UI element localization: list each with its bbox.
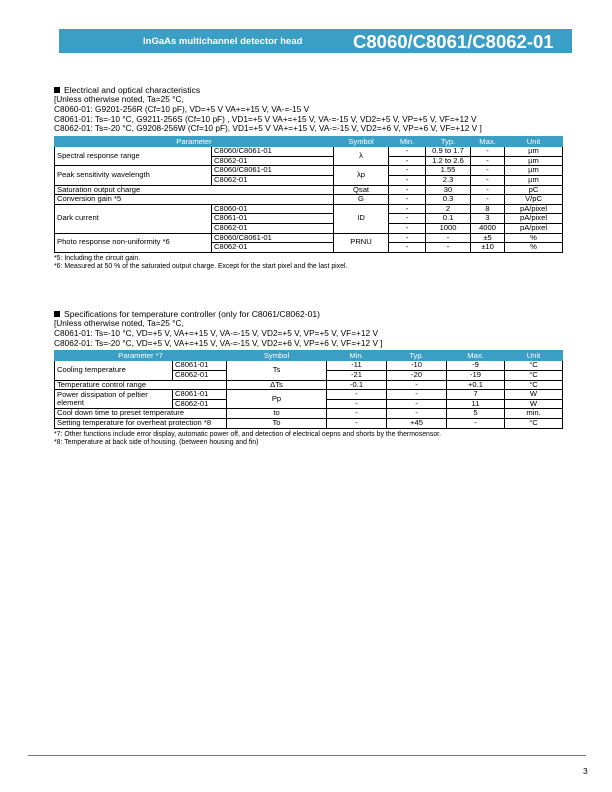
- min-cell: -: [389, 185, 426, 195]
- param-cell: Setting temperature for overheat protection *8: [55, 418, 227, 428]
- param-cell: Dark current: [55, 204, 212, 233]
- table-row: [55, 185, 563, 195]
- model-cell: C8062-01: [212, 223, 334, 233]
- header-cell: Parameter *7: [55, 351, 227, 361]
- electrical-notes: [54, 255, 562, 272]
- model-cell: C8062-01: [212, 243, 334, 253]
- typ-cell: -: [387, 380, 447, 390]
- model-cell: C8060/C8061-01: [212, 166, 334, 176]
- model-cell: C8060-01: [212, 204, 334, 214]
- min-cell: -: [389, 166, 426, 176]
- min-cell: -: [327, 418, 387, 428]
- typ-cell: -: [387, 409, 447, 419]
- max-cell: -: [471, 147, 505, 157]
- symbol-cell: PRNU: [334, 233, 389, 252]
- footnote: *7: Other functions include error display, automatic power off, and detection of electrical oepns and shorts by the thermosensor.: [54, 430, 441, 438]
- typ-cell: 0.9 to 1.7: [426, 147, 471, 157]
- typ-cell: 1.55: [426, 166, 471, 176]
- max-cell: +0.1: [447, 380, 505, 390]
- bullet-square-icon: [54, 87, 60, 93]
- model-cell: C8061-01: [173, 361, 227, 371]
- model-cell: C8062-01: [212, 156, 334, 166]
- model-cell: C8060/C8061-01: [212, 147, 334, 157]
- param-cell: Photo response non-uniformity *6: [55, 233, 212, 252]
- unit-cell: µm: [505, 166, 563, 176]
- temperature-table: [54, 350, 563, 428]
- header-cell: Max.: [471, 137, 505, 147]
- unit-cell: %: [505, 233, 563, 243]
- table-row: [55, 409, 563, 419]
- electrical-condition: [Unless otherwise noted, Ta=25 °C,: [54, 94, 184, 104]
- temperature-condition: [Unless otherwise noted, Ta=25 °C,: [54, 318, 184, 328]
- typ-cell: -: [426, 233, 471, 243]
- max-cell: 3: [471, 214, 505, 224]
- min-cell: -: [327, 409, 387, 419]
- header-cell: Max.: [447, 351, 505, 361]
- unit-cell: pA/pixel: [505, 204, 563, 214]
- table-row: [55, 380, 563, 390]
- table-row: [55, 147, 563, 157]
- footnote: *8: Temperature at back side of housing. (between housing and fin): [54, 439, 259, 447]
- typ-cell: 1.2 to 2.6: [426, 156, 471, 166]
- electrical-title: Electrical and optical characteristics: [54, 85, 562, 95]
- max-cell: -9: [447, 361, 505, 371]
- typ-cell: 30: [426, 185, 471, 195]
- temperature-notes: [54, 431, 562, 448]
- header-cell: Min.: [389, 137, 426, 147]
- electrical-condition: C8062-01: Ts=-20 °C, G9208-256W (Cf=10 pF), VD1=+5 V VA+=+15 V, VA-=-15 V, VD2=+6 V, VP=+6 V, VF=+12 V ]: [54, 123, 482, 134]
- symbol-cell: ΔTs: [227, 380, 327, 390]
- typ-cell: -: [426, 243, 471, 253]
- header-band: [59, 29, 572, 53]
- table-row: [55, 166, 563, 176]
- unit-cell: °C: [505, 361, 563, 371]
- max-cell: -: [471, 195, 505, 205]
- header-cell: Symbol: [227, 351, 327, 361]
- footer-divider: [28, 755, 586, 756]
- footnote: *6: Measured at 50 % of the saturated output charge. Except for the start pixel and the last pixel.: [54, 263, 348, 271]
- min-cell: -: [389, 147, 426, 157]
- header-cell: Unit: [505, 137, 563, 147]
- max-cell: -: [471, 185, 505, 195]
- table-row: [55, 418, 563, 428]
- typ-cell: -: [387, 390, 447, 400]
- unit-cell: °C: [505, 380, 563, 390]
- symbol-cell: To: [227, 418, 327, 428]
- unit-cell: %: [505, 243, 563, 253]
- table-row: [55, 361, 563, 371]
- header-cell: Typ.: [426, 137, 471, 147]
- param-cell: Saturation output charge: [55, 185, 334, 195]
- typ-cell: 2.3: [426, 175, 471, 185]
- max-cell: -: [471, 175, 505, 185]
- typ-cell: -20: [387, 370, 447, 380]
- max-cell: -: [471, 156, 505, 166]
- model-cell: C8062-01: [173, 399, 227, 409]
- symbol-cell: Qsat: [334, 185, 389, 195]
- max-cell: 5: [447, 409, 505, 419]
- model-cell: C8062-01: [212, 175, 334, 185]
- symbol-cell: λp: [334, 166, 389, 185]
- symbol-cell: Ts: [227, 361, 327, 380]
- min-cell: -: [389, 223, 426, 233]
- typ-cell: 2: [426, 204, 471, 214]
- symbol-cell: G: [334, 195, 389, 205]
- unit-cell: °C: [505, 370, 563, 380]
- symbol-cell: λ: [334, 147, 389, 166]
- unit-cell: W: [505, 390, 563, 400]
- table-row: [55, 390, 563, 400]
- header-cell: Unit: [505, 351, 563, 361]
- unit-cell: W: [505, 399, 563, 409]
- param-cell: Cool down time to preset temperature: [55, 409, 227, 419]
- unit-cell: µm: [505, 175, 563, 185]
- temperature-condition: C8061-01: Ts=-10 °C, VD=+5 V, VA+=+15 V, VA-=-15 V, VD2=+5 V, VP=+5 V, VF=+12 V: [54, 327, 378, 338]
- table-row: [55, 204, 563, 214]
- temperature-title: Specifications for temperature controller (only for C8061/C8062-01): [54, 309, 562, 319]
- unit-cell: V/pC: [505, 195, 563, 205]
- unit-cell: min.: [505, 409, 563, 419]
- max-cell: ±10: [471, 243, 505, 253]
- symbol-cell: Pp: [227, 390, 327, 409]
- header-subtitle: InGaAs multichannel detector head: [143, 36, 303, 47]
- typ-cell: -: [387, 399, 447, 409]
- typ-cell: 1000: [426, 223, 471, 233]
- temperature-section: [54, 309, 562, 448]
- param-cell: Peak sensitivity wavelength: [55, 166, 212, 185]
- table-header-row: [55, 137, 563, 147]
- page-number: 3: [583, 766, 588, 776]
- unit-cell: µm: [505, 156, 563, 166]
- table-row: [55, 195, 563, 205]
- unit-cell: pC: [505, 185, 563, 195]
- max-cell: 8: [471, 204, 505, 214]
- min-cell: -: [327, 399, 387, 409]
- symbol-cell: ID: [334, 204, 389, 233]
- min-cell: -11: [327, 361, 387, 371]
- typ-cell: +45: [387, 418, 447, 428]
- typ-cell: 0.3: [426, 195, 471, 205]
- max-cell: 4000: [471, 223, 505, 233]
- max-cell: ±5: [471, 233, 505, 243]
- unit-cell: pA/pixel: [505, 223, 563, 233]
- typ-cell: -10: [387, 361, 447, 371]
- min-cell: -0.1: [327, 380, 387, 390]
- header-models: C8060/C8061/C8062-01: [353, 31, 554, 52]
- max-cell: 11: [447, 399, 505, 409]
- table-row: [55, 233, 563, 243]
- typ-cell: 0.1: [426, 214, 471, 224]
- header-cell: Min.: [327, 351, 387, 361]
- max-cell: -: [471, 166, 505, 176]
- model-cell: C8061-01: [173, 390, 227, 400]
- table-header-row: [55, 351, 563, 361]
- electrical-condition: C8060-01: G9201-256R (Cf=10 pF), VD=+5 V VA+=+15 V, VA-=-15 V: [54, 103, 310, 114]
- min-cell: -: [389, 243, 426, 253]
- param-cell: Cooling temperature: [55, 361, 173, 380]
- model-cell: C8061-01: [212, 214, 334, 224]
- min-cell: -: [389, 233, 426, 243]
- unit-cell: pA/pixel: [505, 214, 563, 224]
- min-cell: -: [389, 204, 426, 214]
- min-cell: -: [389, 214, 426, 224]
- footnote: *5: Including the circuit gain.: [54, 254, 141, 262]
- header-cell: Symbol: [334, 137, 389, 147]
- max-cell: -19: [447, 370, 505, 380]
- header-cell: Parameter: [55, 137, 334, 147]
- model-cell: C8060/C8061-01: [212, 233, 334, 243]
- max-cell: -: [447, 418, 505, 428]
- param-cell: Power dissipation of peltier element: [55, 390, 173, 409]
- electrical-section: [54, 85, 562, 272]
- param-cell: Spectral response range: [55, 147, 212, 166]
- min-cell: -: [389, 175, 426, 185]
- symbol-cell: to: [227, 409, 327, 419]
- min-cell: -: [389, 156, 426, 166]
- max-cell: 7: [447, 390, 505, 400]
- param-cell: Conversion gain *5: [55, 195, 334, 205]
- bullet-square-icon: [54, 311, 60, 317]
- model-cell: C8062-01: [173, 370, 227, 380]
- electrical-condition: C8061-01: Ts=-10 °C, G9211-256S (Cf=10 pF) , VD1=+5 V VA+=+15 V, VA-=-15 V, VD2=+5 V, VP=+5 V, VF=+12 V: [54, 113, 477, 124]
- unit-cell: °C: [505, 418, 563, 428]
- header-cell: Typ.: [387, 351, 447, 361]
- min-cell: -: [327, 390, 387, 400]
- min-cell: -21: [327, 370, 387, 380]
- unit-cell: µm: [505, 147, 563, 157]
- electrical-table: [54, 136, 563, 253]
- temperature-condition: C8062-01: Ts=-20 °C, VD=+5 V, VA+=+15 V, VA-=-15 V, VD2=+6 V, VP=+6 V, VF=+12 V ]: [54, 337, 383, 348]
- param-cell: Temperature control range: [55, 380, 227, 390]
- min-cell: -: [389, 195, 426, 205]
